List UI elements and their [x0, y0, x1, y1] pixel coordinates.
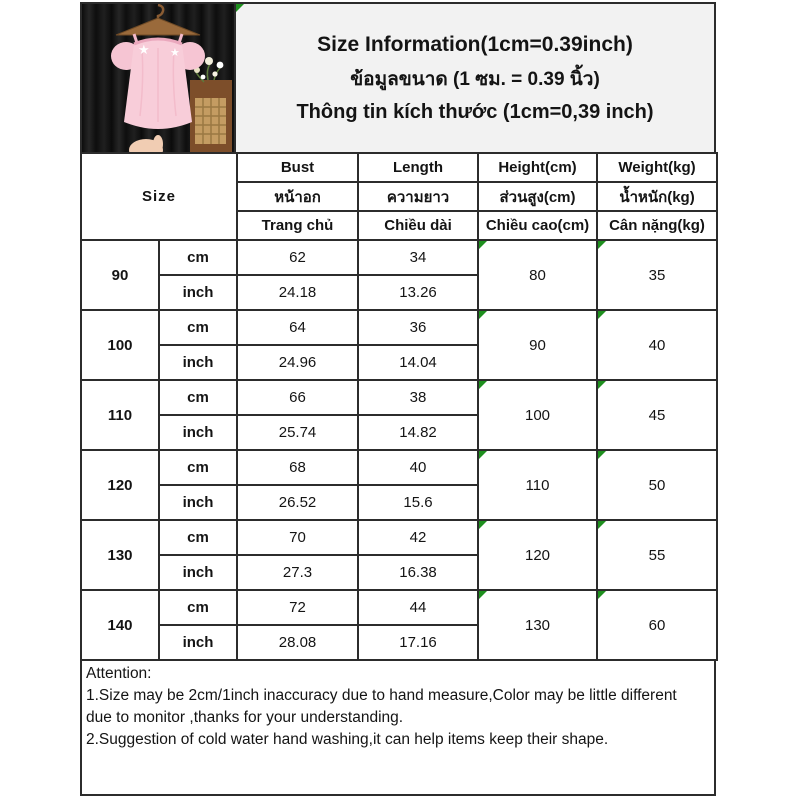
col-length-en: Length — [358, 153, 478, 182]
table-row — [81, 240, 717, 275]
cell-flag-icon — [598, 521, 606, 529]
bust-cm: 64 — [237, 310, 358, 345]
bust-cm: 72 — [237, 590, 358, 625]
size-table — [80, 152, 718, 661]
unit-inch: inch — [159, 625, 237, 660]
title-vi: Thông tin kích thước (1cm=0,39 inch) — [296, 100, 654, 123]
col-weight-vi: Cân nặng(kg) — [597, 211, 717, 240]
attention-box — [80, 659, 716, 796]
weight-value: 55 — [597, 520, 717, 590]
cell-flag-icon — [479, 311, 487, 319]
length-inch: 14.04 — [358, 345, 478, 380]
height-value: 130 — [478, 590, 597, 660]
col-length-vi: Chiều dài — [358, 211, 478, 240]
length-cm: 40 — [358, 450, 478, 485]
cell-flag-icon — [598, 311, 606, 319]
cell-flag-icon — [479, 521, 487, 529]
cell-flag-icon — [479, 591, 487, 599]
height-value: 100 — [478, 380, 597, 450]
col-bust-th: หน้าอก — [237, 182, 358, 211]
length-inch: 15.6 — [358, 485, 478, 520]
bust-inch: 28.08 — [237, 625, 358, 660]
size-sheet — [80, 2, 716, 796]
size-value: 140 — [81, 590, 159, 660]
cell-flag-icon — [479, 241, 487, 249]
cell-flag-icon — [598, 241, 606, 249]
table-row — [81, 450, 717, 485]
length-inch: 14.82 — [358, 415, 478, 450]
col-bust-en: Bust — [237, 153, 358, 182]
bust-cm: 62 — [237, 240, 358, 275]
table-row — [81, 380, 717, 415]
hand — [129, 135, 163, 152]
length-cm: 36 — [358, 310, 478, 345]
hanger — [116, 5, 200, 35]
unit-cm: cm — [159, 450, 237, 485]
bust-inch: 24.18 — [237, 275, 358, 310]
title-block — [236, 2, 716, 154]
cell-flag-icon — [598, 591, 606, 599]
unit-inch: inch — [159, 275, 237, 310]
height-value: 90 — [478, 310, 597, 380]
size-value: 110 — [81, 380, 159, 450]
cell-flag-icon — [598, 381, 606, 389]
col-bust-vi: Trang chủ — [237, 211, 358, 240]
table-row — [81, 310, 717, 345]
height-value: 110 — [478, 450, 597, 520]
size-header: Size — [81, 153, 237, 240]
length-cm: 44 — [358, 590, 478, 625]
weight-value: 35 — [597, 240, 717, 310]
size-value: 130 — [81, 520, 159, 590]
cell-flag-icon — [479, 451, 487, 459]
unit-inch: inch — [159, 345, 237, 380]
length-cm: 34 — [358, 240, 478, 275]
unit-cm: cm — [159, 520, 237, 555]
bust-cm: 66 — [237, 380, 358, 415]
col-length-th: ความยาว — [358, 182, 478, 211]
col-weight-en: Weight(kg) — [597, 153, 717, 182]
cell-flag-icon — [479, 381, 487, 389]
weight-value: 40 — [597, 310, 717, 380]
unit-inch: inch — [159, 485, 237, 520]
header-row-en — [81, 153, 717, 182]
attention-note-1: 1.Size may be 2cm/1inch inaccuracy due to hand measure,Color may be little different due to monitor ,thanks for your understanding. — [86, 687, 677, 726]
col-height-th: ส่วนสูง(cm) — [478, 182, 597, 211]
unit-inch: inch — [159, 415, 237, 450]
col-height-vi: Chiều cao(cm) — [478, 211, 597, 240]
length-inch: 13.26 — [358, 275, 478, 310]
size-value: 100 — [81, 310, 159, 380]
attention-heading: Attention: — [86, 665, 152, 682]
unit-inch: inch — [159, 555, 237, 590]
bust-inch: 25.74 — [237, 415, 358, 450]
length-inch: 17.16 — [358, 625, 478, 660]
top-row — [80, 2, 716, 154]
length-cm: 42 — [358, 520, 478, 555]
unit-cm: cm — [159, 590, 237, 625]
bust-inch: 26.52 — [237, 485, 358, 520]
product-photo — [80, 2, 236, 154]
size-value: 120 — [81, 450, 159, 520]
weight-value: 60 — [597, 590, 717, 660]
size-value: 90 — [81, 240, 159, 310]
weight-value: 45 — [597, 380, 717, 450]
unit-cm: cm — [159, 310, 237, 345]
col-weight-th: น้ำหนัก(kg) — [597, 182, 717, 211]
cell-flag-icon — [598, 451, 606, 459]
bust-inch: 27.3 — [237, 555, 358, 590]
star-icon: ★ — [170, 47, 180, 59]
title-th: ข้อมูลขนาด (1 ซม. = 0.39 นิ้ว) — [350, 68, 600, 90]
bust-cm: 68 — [237, 450, 358, 485]
weight-value: 50 — [597, 450, 717, 520]
cell-flag-icon — [236, 4, 244, 12]
bust-cm: 70 — [237, 520, 358, 555]
table-row — [81, 520, 717, 555]
title-en: Size Information(1cm=0.39inch) — [317, 32, 633, 56]
height-value: 80 — [478, 240, 597, 310]
bust-inch: 24.96 — [237, 345, 358, 380]
length-inch: 16.38 — [358, 555, 478, 590]
unit-cm: cm — [159, 240, 237, 275]
height-value: 120 — [478, 520, 597, 590]
length-cm: 38 — [358, 380, 478, 415]
dress-illustration — [82, 4, 234, 152]
attention-note-2: 2.Suggestion of cold water hand washing,it can help items keep their shape. — [86, 731, 609, 748]
table-row — [81, 590, 717, 625]
unit-cm: cm — [159, 380, 237, 415]
col-height-en: Height(cm) — [478, 153, 597, 182]
star-icon: ★ — [138, 42, 150, 57]
